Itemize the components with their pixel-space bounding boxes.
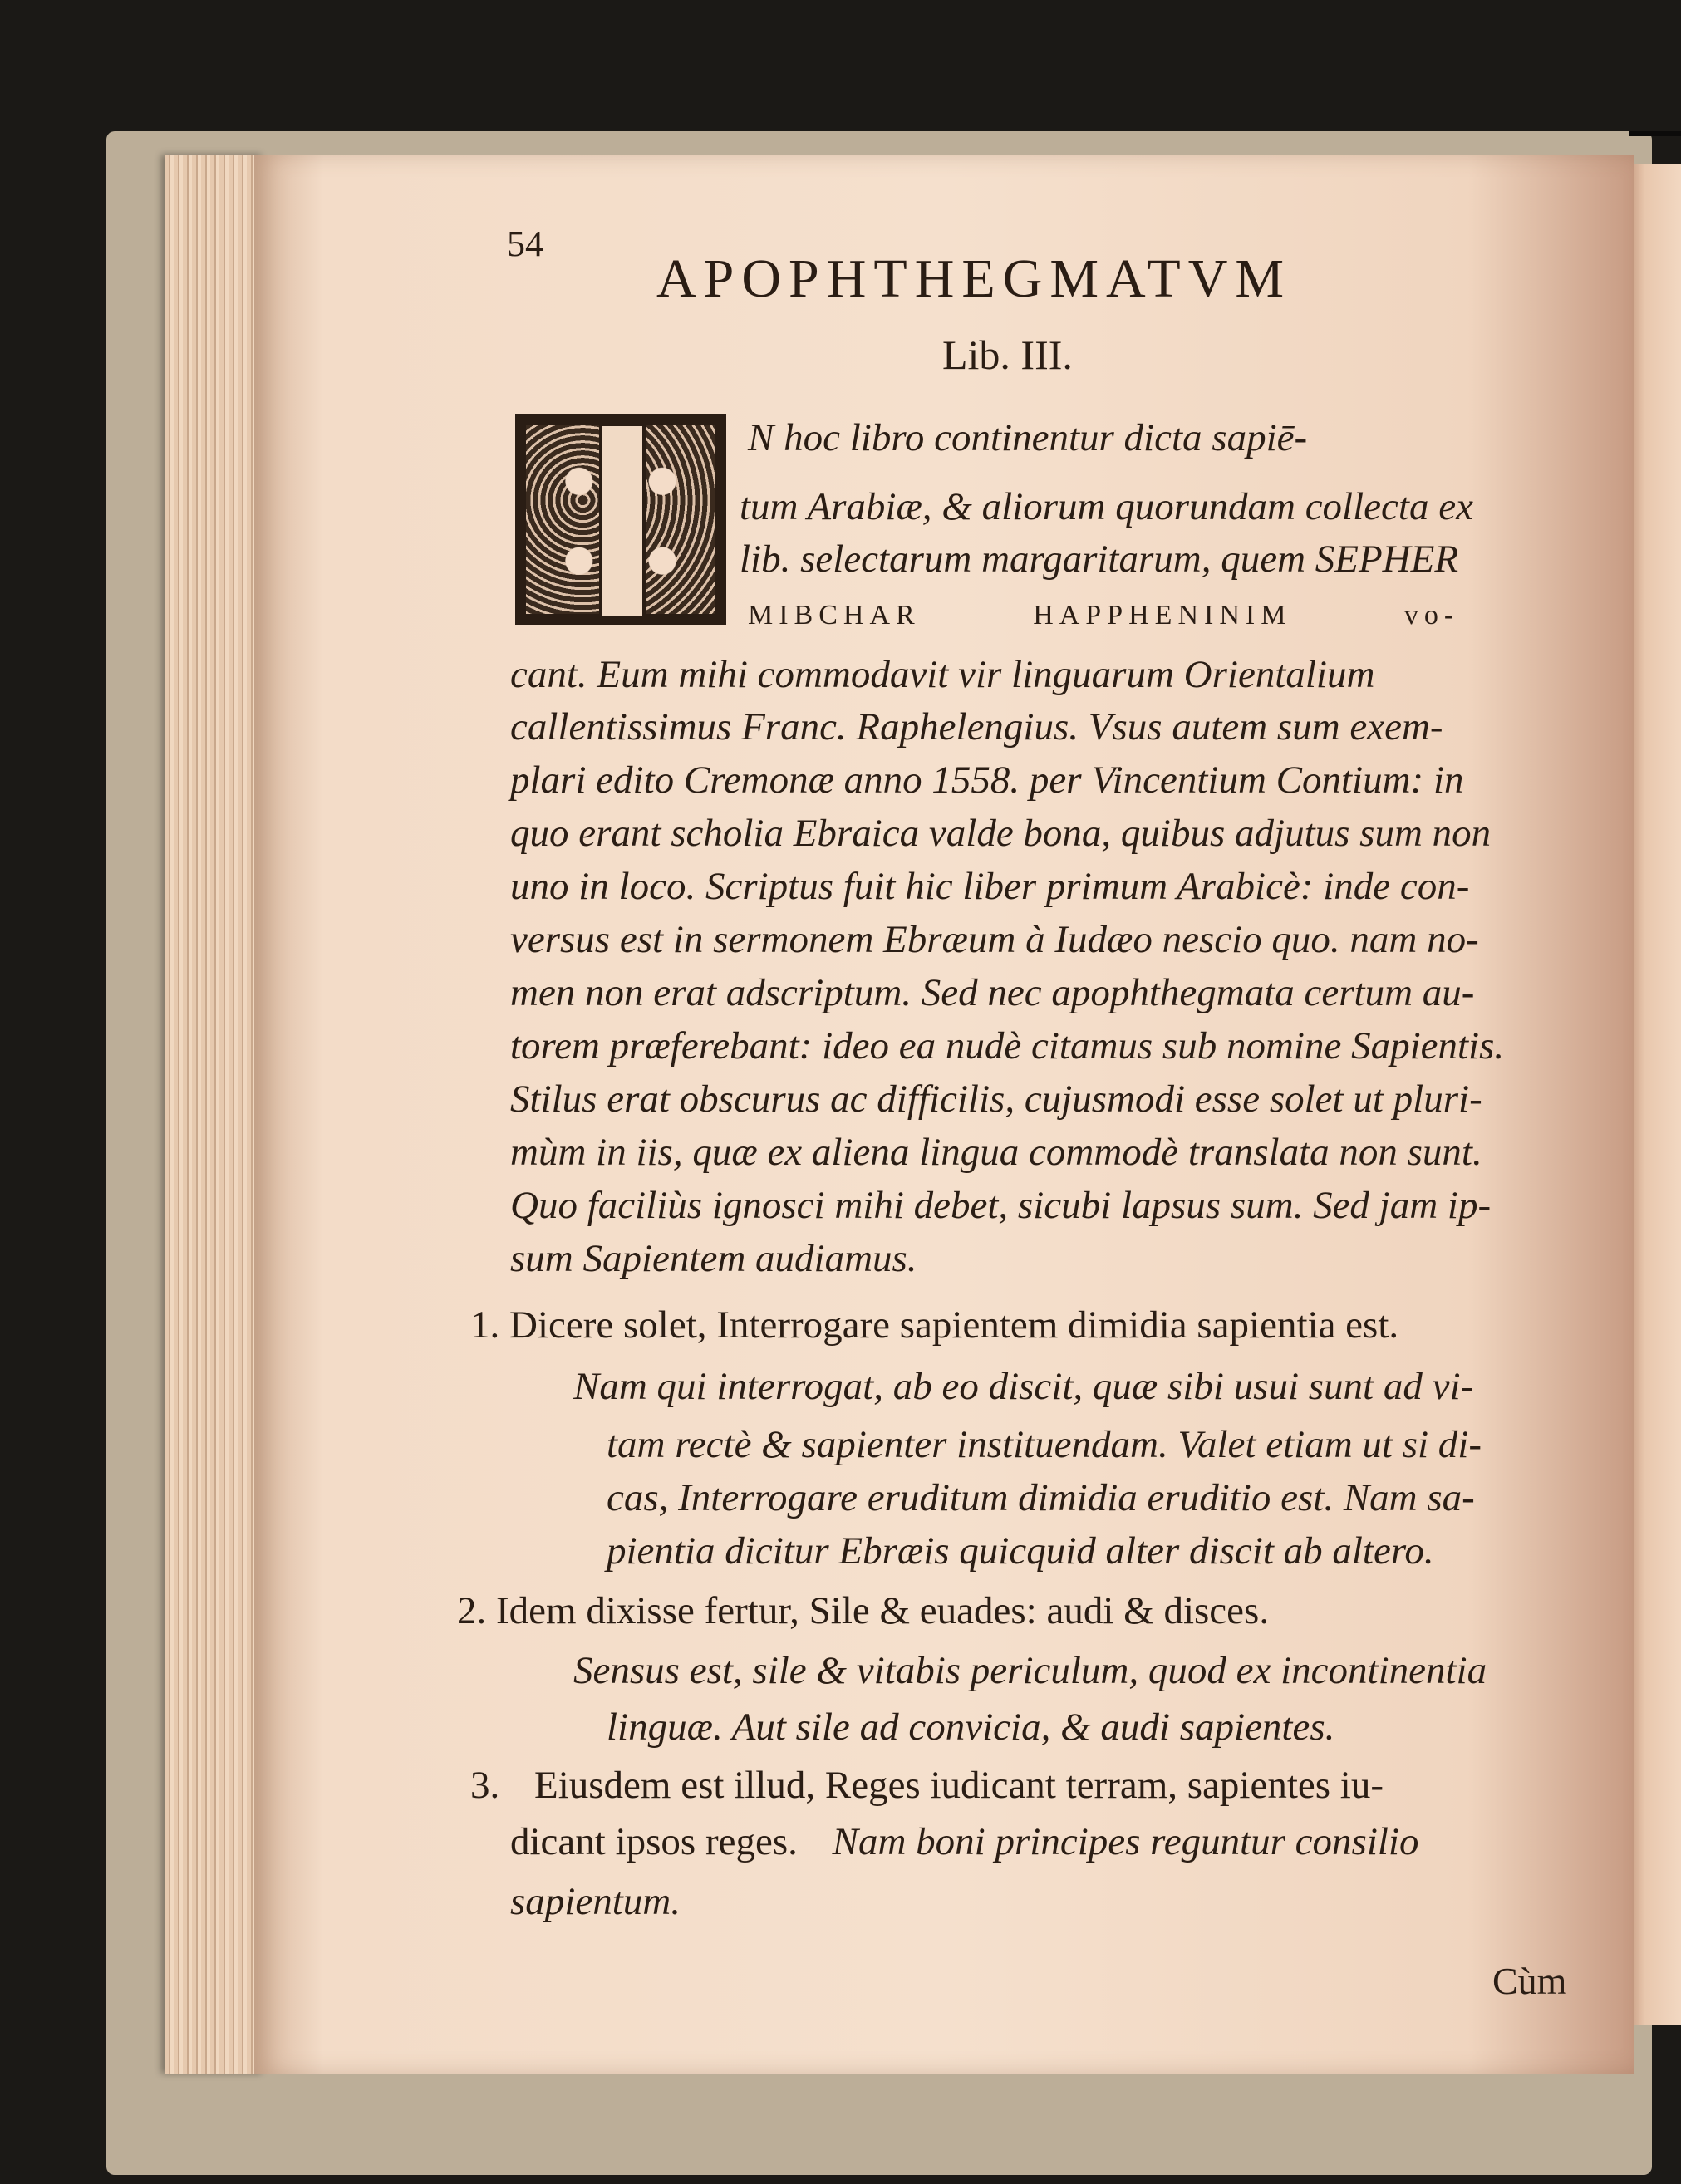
- saying-1: [470, 1303, 1398, 1347]
- intro-line: callentissimus Franc. Raphelengius. Vsus autem sum exem-: [510, 705, 1443, 748]
- commentary-line: linguæ. Aut sile ad convicia, & audi sapientes.: [607, 1705, 1335, 1749]
- page-edges: [165, 155, 264, 2074]
- book-label: Lib. III.: [942, 331, 1073, 378]
- intro-line: mùm in iis, quæ ex aliena lingua commodè translata non sunt.: [510, 1131, 1482, 1174]
- intro-line: Quo faciliùs ignosci mihi debet, sicubi lapsus sum. Sed jam ip-: [510, 1184, 1492, 1227]
- saying-text: Dicere solet, Interrogare sapientem dimidia sapientia est.: [509, 1303, 1399, 1347]
- intro-line: sum Sapientem audiamus.: [510, 1237, 917, 1280]
- initial-letter: [599, 423, 646, 619]
- intro-line: versus est in sermonem Ebræum à Iudæo nescio quo. nam no-: [510, 918, 1479, 961]
- woodcut-initial: [515, 414, 726, 625]
- saying-3-continued: [510, 1819, 1419, 1864]
- catchword: Cùm: [1492, 1960, 1567, 2002]
- intro-line: N hoc libro continentur dicta sapiē-: [748, 416, 1308, 459]
- saying-number: 2.: [457, 1589, 487, 1632]
- intro-line: men non erat adscriptum. Sed nec apophthegmata certum au-: [510, 971, 1475, 1014]
- page-number: 54: [507, 223, 543, 264]
- running-title: APOPHTHEGMATVM: [656, 248, 1292, 309]
- commentary-line: pientia dicitur Ebræis quicquid alter discit ab altero.: [607, 1529, 1434, 1573]
- commentary-line: tam rectè & sapienter instituendam. Valet etiam ut si di-: [607, 1423, 1482, 1466]
- intro-line: MIBCHAR HAPPHENINIM vo-: [748, 600, 1460, 631]
- intro-line: uno in loco. Scriptus fuit hic liber primum Arabicè: inde con-: [510, 865, 1470, 908]
- saying-text-cont: dicant ipsos reges.: [510, 1820, 798, 1863]
- intro-line: cant. Eum mihi commodavit vir linguarum Orientalium: [510, 653, 1375, 696]
- intro-line: tum Arabiæ, & aliorum quorundam collecta ex: [740, 485, 1473, 528]
- saying-text: Eiusdem est illud, Reges iudicant terram, sapientes iu-: [534, 1764, 1384, 1807]
- intro-line: Stilus erat obscurus ac difficilis, cujusmodi esse solet ut pluri-: [510, 1077, 1482, 1121]
- intro-line: lib. selectarum margaritarum, quem SEPHER: [740, 537, 1459, 581]
- commentary-line: sapientum.: [510, 1880, 681, 1923]
- saying-2: [457, 1588, 1269, 1633]
- intro-line: quo erant scholia Ebraica valde bona, quibus adjutus sum non: [510, 812, 1492, 855]
- saying-number: 1.: [470, 1303, 500, 1347]
- commentary-line: Nam qui interrogat, ab eo discit, quæ sibi usui sunt ad vi-: [573, 1365, 1474, 1408]
- saying-text: Idem dixisse fertur, Sile & euades: audi & disces.: [496, 1589, 1270, 1632]
- commentary-line: Sensus est, sile & vitabis periculum, quod ex incontinentia: [573, 1649, 1487, 1692]
- intro-line: plari edito Cremonæ anno 1558. per Vincentium Contium: in: [510, 758, 1464, 802]
- saying-number: 3.: [470, 1764, 500, 1807]
- saying-3: [470, 1763, 1384, 1808]
- intro-line: torem præferebant: ideo ea nudè citamus sub nomine Sapientis.: [510, 1024, 1505, 1067]
- commentary-line: cas, Interrogare eruditum dimidia eruditio est. Nam sa-: [607, 1476, 1475, 1519]
- commentary-line: Nam boni principes reguntur consilio: [832, 1820, 1419, 1863]
- scan-border: [1629, 131, 1681, 136]
